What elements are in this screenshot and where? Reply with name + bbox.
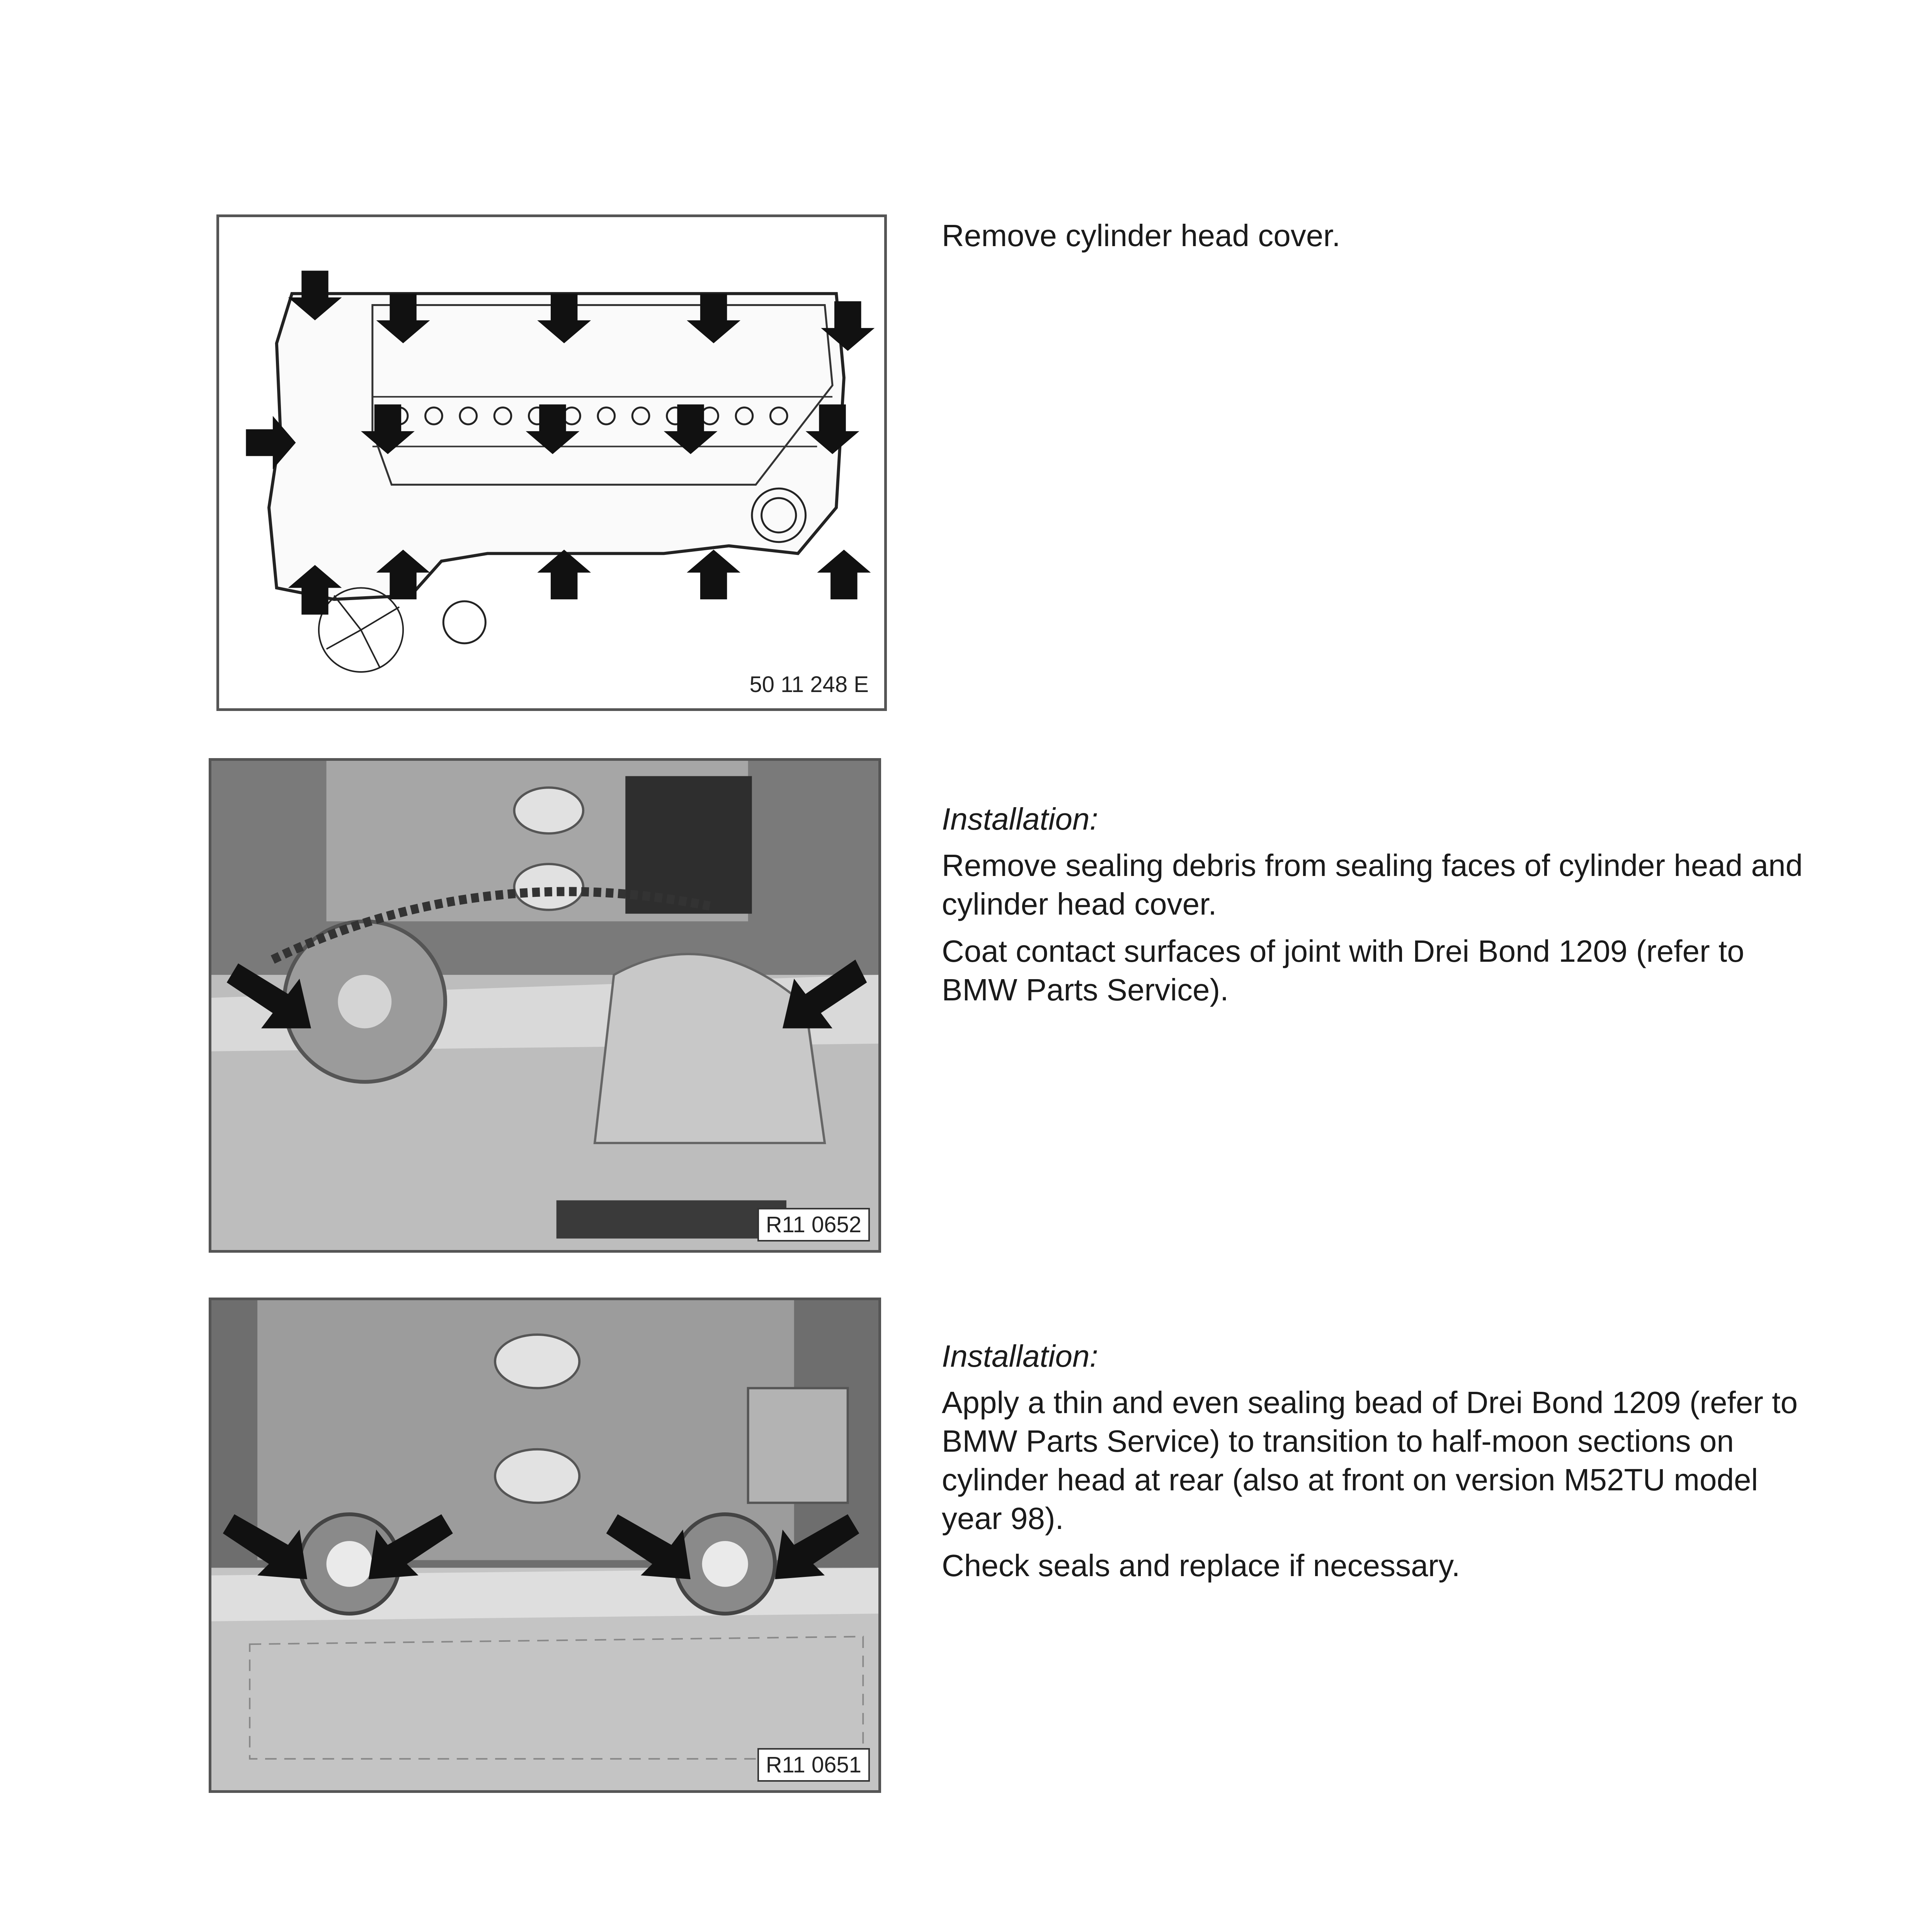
step-text: Check seals and replace if necessary. [942, 1548, 1460, 1583]
figure-cylinder-head-cover-diagram [216, 214, 887, 711]
step-remove-cover [942, 216, 1815, 264]
step-heading: Installation: [942, 802, 1098, 836]
step-text: Remove sealing debris from sealing faces of cylinder head and cylinder head cover. [942, 848, 1803, 921]
figure-code: R11 0651 [757, 1748, 870, 1782]
figure-half-moon-photo [209, 1298, 881, 1793]
figure-code: 50 11 248 E [749, 672, 869, 697]
half-moon-photo [211, 1300, 878, 1790]
step-heading: Installation: [942, 1339, 1098, 1373]
cover-drawing [219, 217, 884, 708]
timing-chain-photo [211, 761, 878, 1250]
step-apply-sealing-bead [942, 1337, 1815, 1594]
step-text: Remove cylinder head cover. [942, 218, 1341, 253]
step-text: Apply a thin and even sealing bead of Drei Bond 1209 (refer to BMW Parts Service) to transition to half-moon sections on cylinder head at rear (also at front on version M52TU model year 98). [942, 1385, 1798, 1536]
figure-timing-chain-photo [209, 758, 881, 1253]
step-text: Coat contact surfaces of joint with Drei Bond 1209 (refer to BMW Parts Service). [942, 934, 1744, 1007]
step-clean-sealing-faces [942, 800, 1815, 1018]
figure-code: R11 0652 [757, 1208, 870, 1242]
